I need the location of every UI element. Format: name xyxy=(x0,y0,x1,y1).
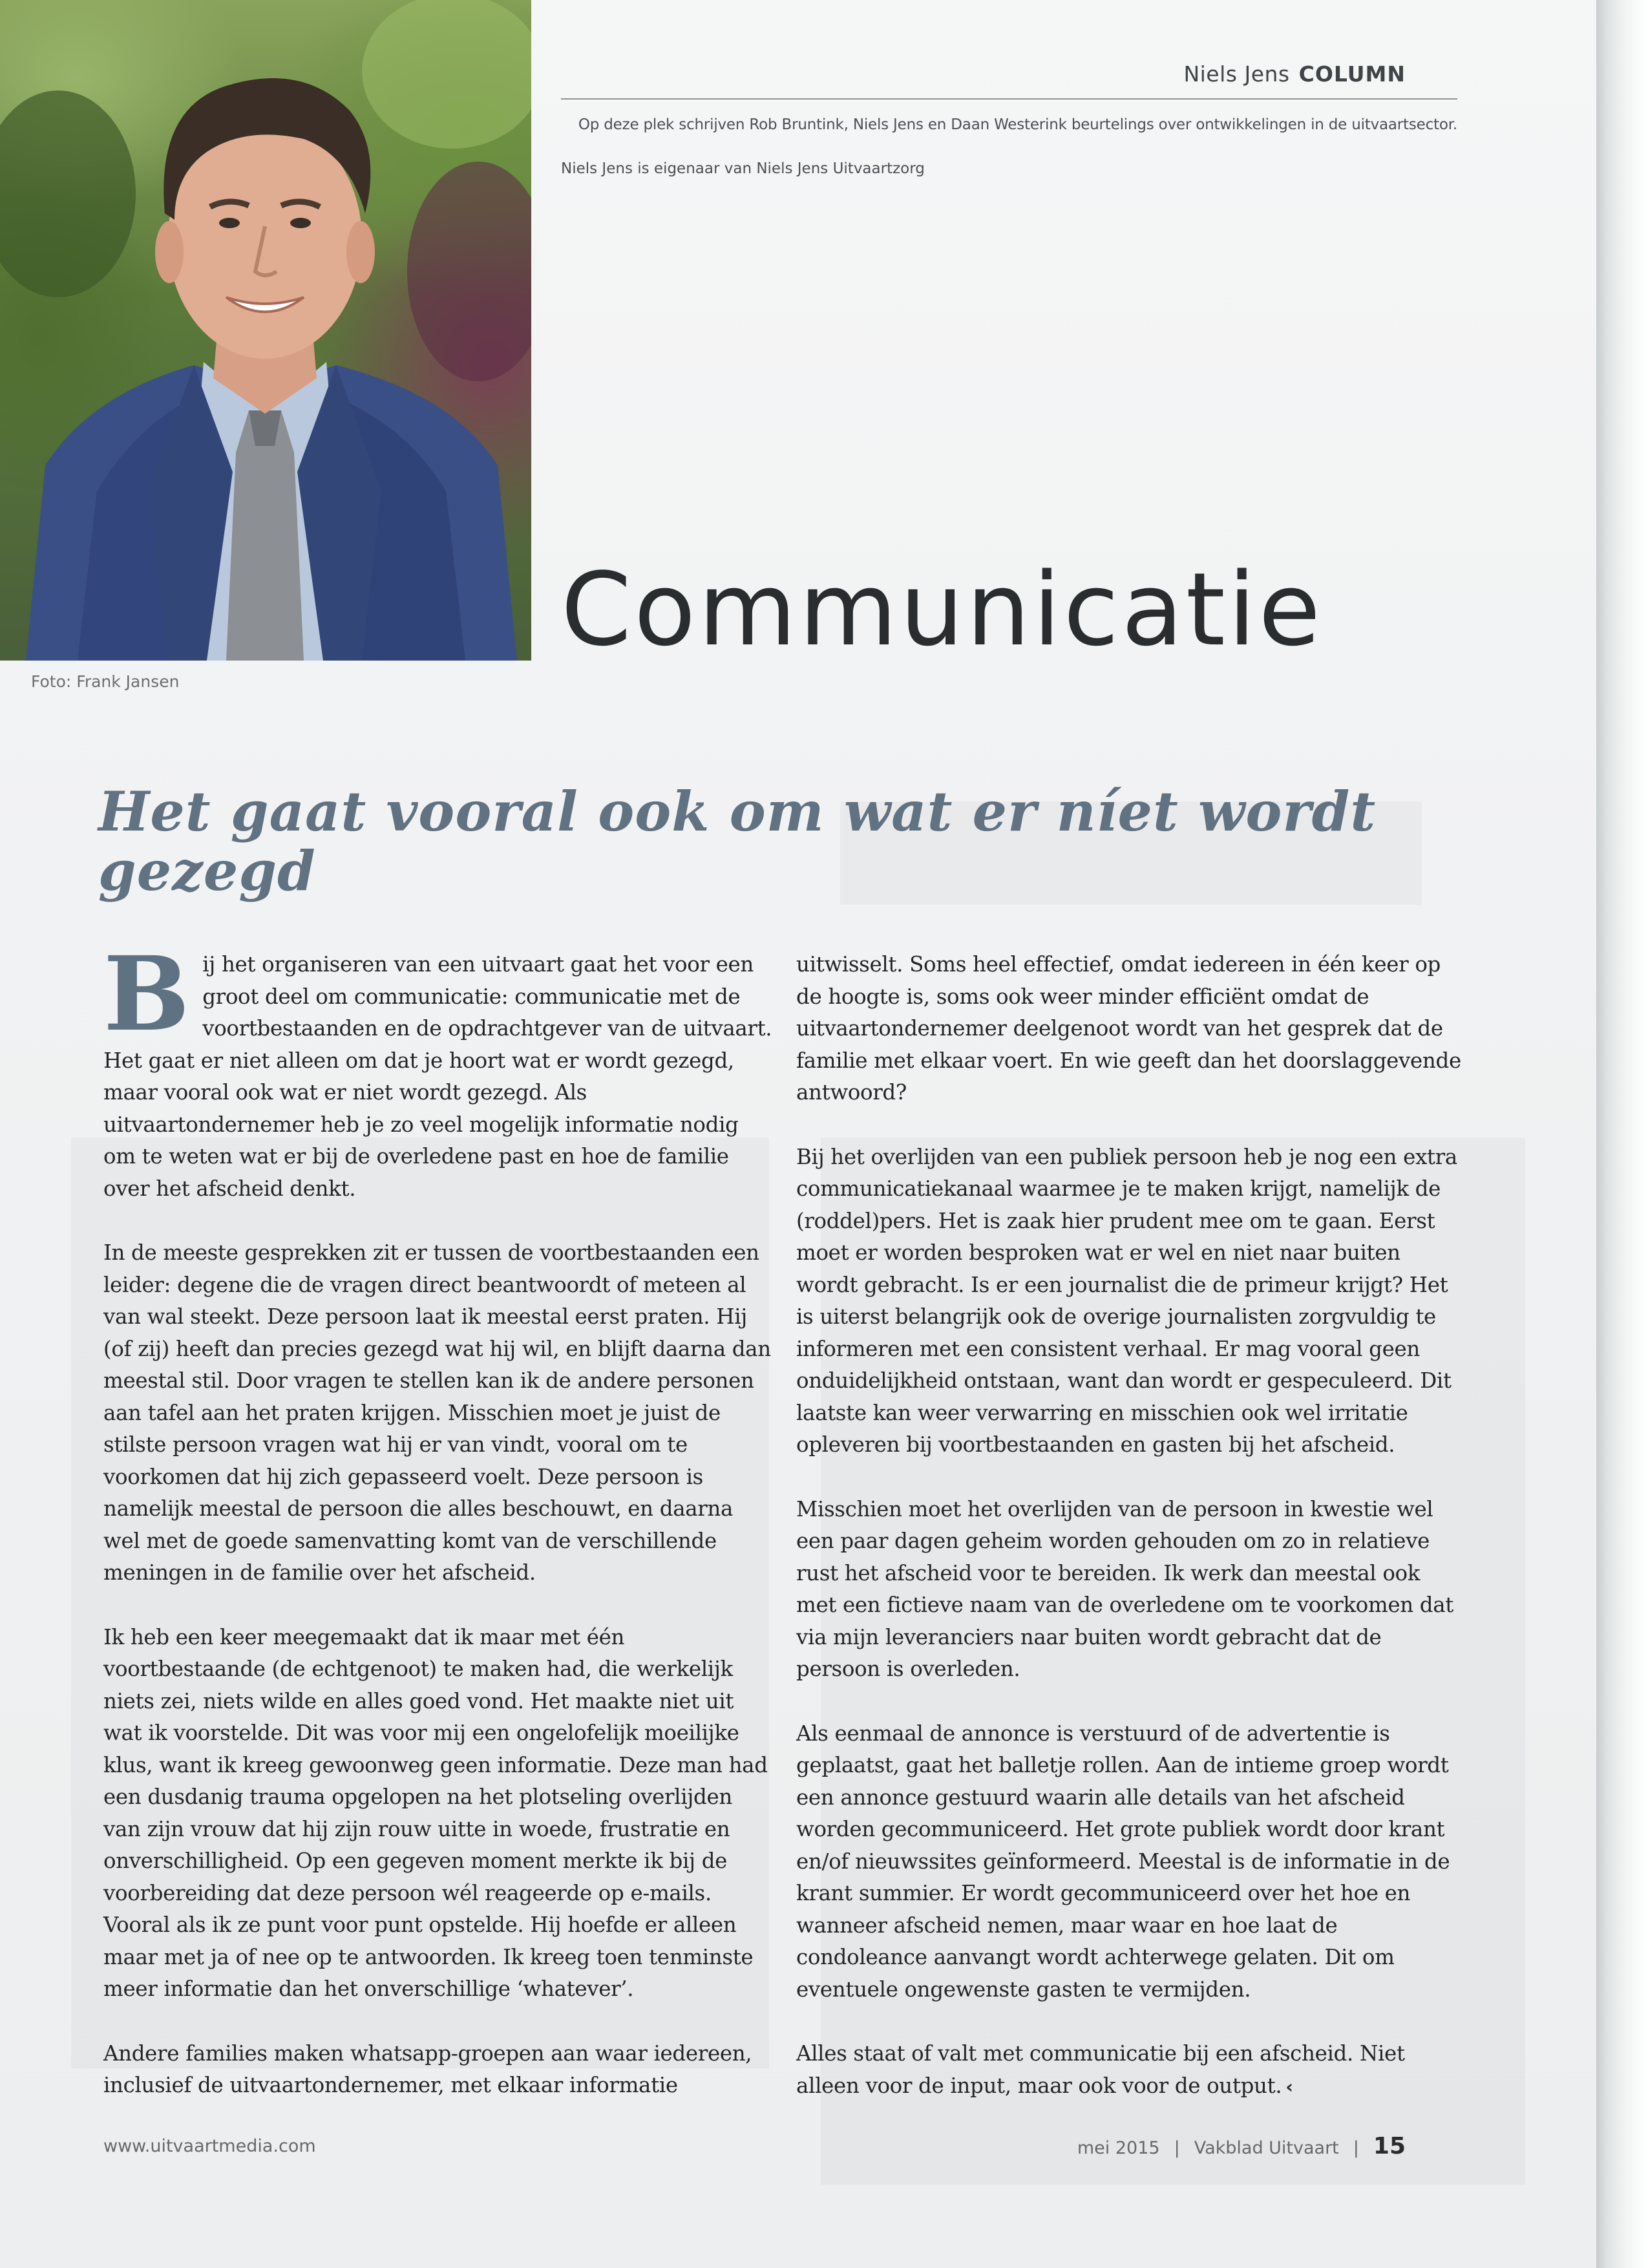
author-portrait xyxy=(0,0,531,661)
paragraph xyxy=(103,935,776,1205)
article-subtitle: Het gaat vooral ook om wat er níet wordt gezegd xyxy=(98,779,1377,904)
footer-separator: | xyxy=(1353,2138,1359,2158)
author-note: Niels Jens is eigenaar van Niels Jens Uitvaartzorg xyxy=(561,160,925,177)
paragraph: uitwisselt. Soms heel effectief, omdat iedereen in één keer op de hoogte is, soms ook weer minder efficiënt omdat de uitvaartondernemer deelgenoot wordt van het gesprek dat de familie met elkaar voert. En wie geeft dan het doorslaggevende antwoord? xyxy=(796,952,1461,1105)
article-column-left xyxy=(103,935,776,2134)
page-number: 15 xyxy=(1373,2133,1406,2159)
paragraph: Ik heb een keer meegemaakt dat ik maar met één voortbestaande (de echtgenoot) te maken had, die werkelijk niets zei, niets wilde en alles goed vond. Het maakte niet uit wat ik voorstelde. Dit was voor mij een ongelofelijk moeilijke klus, want ik kreeg gewoonweg geen informatie. Deze man had een dusdanig trauma opgelopen na het plotseling overlijden van zijn vrouw dat hij zijn rouw uitte in woede, frustratie en onverschilligheid. Op een gegeven moment merkte ik bij de voorbereiding dat deze persoon wél reageerde op e-mails. Vooral als ik ze punt voor punt opstelde. Hij hoefde er alleen maar met ja of nee op te antwoorden. Ik kreeg toen tenminste meer informatie dan het onverschillige ‘whatever’. xyxy=(103,1624,768,2001)
drop-cap: B xyxy=(103,935,190,1054)
article-column-right xyxy=(796,949,1462,2135)
column-intro-note: Op deze plek schrijven Rob Bruntink, Niels Jens en Daan Westerink beurtelings over ontwikkelingen in de uitvaartsector. xyxy=(578,116,1457,133)
author-name: Niels Jens xyxy=(1183,61,1290,87)
magazine-name: Vakblad Uitvaart xyxy=(1194,2138,1339,2158)
end-mark-icon: ‹ xyxy=(1285,2075,1293,2097)
column-byline xyxy=(1183,61,1406,87)
paragraph: In de meeste gesprekken zit er tussen de voortbestaanden een leider: degene die de vragen direct beantwoordt of meteen al van wal steekt. Deze persoon laat ik meestal eerst praten. Hij (of zij) heeft dan precies gezegd wat hij wil, en blijft daarna dan meestal stil. Door vragen te stellen kan ik de andere personen aan tafel aan het praten krijgen. Misschien moet je juist de stilste persoon vragen wat hij er van vindt, vooral om te voorkomen dat hij zich gepasseerd voelt. Deze persoon is namelijk meestal de persoon die alles beschouwt, en daarna wel met de goede samenvatting komt van de verschillende meningen in de familie over het afscheid. xyxy=(103,1240,771,1585)
paragraph-text: Alles staat of valt met communicatie bij een afscheid. Niet alleen voor de input, maar ook voor de output. xyxy=(796,2041,1405,2098)
paragraph-text: ij het organiseren van een uitvaart gaat het voor een groot deel om communicatie: communicatie met de voortbestaanden en de opdrachtgever van de uitvaart. Het gaat er niet alleen om dat je hoort wat er wordt gezegd, maar vooral ook wat er niet wordt gezegd. Als uitvaartondernemer heb je zo veel mogelijk informatie nodig om te weten wat er bij de overledene past en hoe de familie over het afscheid denkt. xyxy=(103,952,772,1201)
paragraph: Misschien moet het overlijden van de persoon in kwestie wel een paar dagen geheim worden gehouden om zo in relatieve rust het afscheid voor te bereiden. Ik werk dan meestal ook met een fictieve naam van de overledene om te voorkomen dat via mijn leveranciers naar buiten wordt gebracht dat de persoon is overleden. xyxy=(796,1496,1454,1681)
portrait-illustration xyxy=(0,0,531,661)
footer-separator: | xyxy=(1174,2138,1180,2158)
page-edge-shadow xyxy=(1596,0,1648,2268)
header-rule xyxy=(561,98,1457,100)
website-link[interactable]: www.uitvaartmedia.com xyxy=(103,2136,316,2156)
photo-credit: Foto: Frank Jansen xyxy=(31,672,180,691)
paragraph: Andere families maken whatsapp-groepen aan waar iedereen, inclusief de uitvaartondernemer, met elkaar informatie xyxy=(103,2040,752,2097)
page-footer xyxy=(1077,2133,1406,2159)
section-label: COLUMN xyxy=(1298,61,1406,87)
article-title: Communicatie xyxy=(561,551,1324,668)
issue-date: mei 2015 xyxy=(1077,2138,1160,2158)
paragraph: Bij het overlijden van een publiek persoon heb je nog een extra communicatiekanaal waarmee je te maken krijgt, namelijk de (roddel)pers. Het is zaak hier prudent mee om te gaan. Eerst moet er worden besproken wat er wel en niet naar buiten wordt gebracht. Is er een journalist die de primeur krijgt? Het is uiterst belangrijk ook de overige journalisten zorgvuldig te informeren met een consistent verhaal. Er mag vooral geen onduidelijkheid ontstaan, want dan wordt er gespeculeerd. Dit laatste kan weer verwarring en misschien ook wel irritatie opleveren bij voortbestaanden en gasten bij het afscheid. xyxy=(796,1144,1457,1457)
paragraph xyxy=(796,2038,1462,2103)
paragraph: Als eenmaal de annonce is verstuurd of de advertentie is geplaatst, gaat het balletje rollen. Aan de intieme groep wordt een annonce gestuurd waarin alle details van het afscheid worden gecommuniceerd. Het grote publiek wordt door krant en/of nieuwssites geïnformeerd. Meestal is de informatie in de krant summier. Er wordt gecommuniceerd over het hoe en wanneer afscheid nemen, maar waar en hoe laat de condoleance aanvangt wordt achterwege gelaten. Dit om eventuele ongewenste gasten te vermijden. xyxy=(796,1721,1450,2002)
